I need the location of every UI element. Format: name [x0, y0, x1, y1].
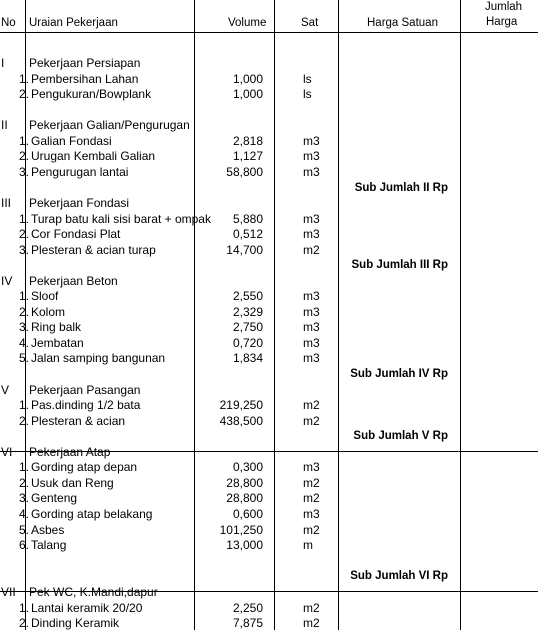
item-volume: 219,250 — [219, 398, 263, 412]
item-volume: 0,600 — [232, 507, 263, 521]
item-number: 2. — [18, 149, 29, 163]
item-description: Pembersihan Lahan — [31, 72, 139, 86]
section-number: VI — [1, 445, 13, 459]
item-description: Jembatan — [31, 336, 84, 350]
column-divider — [338, 0, 339, 630]
section-number: II — [1, 118, 8, 132]
header-jumlah: Jumlah — [485, 1, 523, 13]
item-volume: 2,250 — [232, 601, 263, 615]
item-number: 2. — [18, 414, 29, 428]
item-volume: 28,800 — [226, 491, 263, 505]
header-no: No — [1, 17, 16, 29]
section-title: Pekerjaan Atap — [29, 445, 111, 459]
item-unit: m2 — [303, 616, 320, 630]
item-unit: m3 — [303, 149, 320, 163]
item-number: 1. — [18, 134, 29, 148]
item-unit: m3 — [303, 460, 320, 474]
section-title: Pek WC, K.Mandi,dapur — [29, 585, 158, 599]
item-volume: 2,818 — [232, 134, 263, 148]
subtotal-label: Sub Jumlah II Rp — [354, 182, 448, 194]
item-number: 3. — [18, 491, 29, 505]
item-description: Cor Fondasi Plat — [31, 227, 121, 241]
item-unit: m2 — [303, 414, 320, 428]
column-divider — [194, 0, 195, 630]
item-description: Pengukuran/Bowplank — [31, 87, 152, 101]
item-number: 1. — [18, 460, 29, 474]
item-number: 4. — [18, 507, 29, 521]
item-unit: m2 — [303, 601, 320, 615]
item-number: 2. — [18, 476, 29, 490]
item-unit: ls — [303, 72, 312, 86]
item-description: Asbes — [31, 523, 65, 537]
item-unit: m2 — [303, 491, 320, 505]
section-title: Pekerjaan Fondasi — [29, 196, 130, 210]
item-number: 2. — [18, 305, 29, 319]
item-volume: 101,250 — [219, 523, 263, 537]
item-description: Lantai keramik 20/20 — [31, 601, 143, 615]
section-title: Pekerjaan Pasangan — [29, 383, 141, 397]
item-description: Plesteran & acian — [31, 414, 126, 428]
item-description: Sloof — [31, 289, 59, 303]
item-volume: 1,000 — [232, 87, 263, 101]
item-unit: m3 — [303, 351, 320, 365]
item-unit: m3 — [303, 320, 320, 334]
item-description: Plesteran & acian turap — [31, 243, 156, 257]
subtotal-label: Sub Jumlah III Rp — [351, 259, 448, 271]
item-number: 3. — [18, 243, 29, 257]
item-description: Galian Fondasi — [31, 134, 112, 148]
subtotal-label: Sub Jumlah V Rp — [353, 430, 448, 442]
item-unit: m3 — [303, 507, 320, 521]
item-volume: 0,512 — [232, 227, 263, 241]
item-number: 2. — [18, 227, 29, 241]
item-description: Talang — [31, 538, 67, 552]
item-unit: m2 — [303, 523, 320, 537]
section-number: III — [1, 196, 12, 210]
item-number: 5. — [18, 351, 29, 365]
item-description: Gording atap belakang — [31, 507, 153, 521]
item-description: Urugan Kembali Galian — [31, 149, 156, 163]
item-description: Dinding Keramik — [31, 616, 120, 630]
item-volume: 2,329 — [232, 305, 263, 319]
item-unit: m — [303, 538, 313, 552]
column-divider — [274, 0, 275, 630]
item-unit: m3 — [303, 227, 320, 241]
subtotal-label: Sub Jumlah VI Rp — [350, 570, 448, 582]
item-description: Kolom — [31, 305, 66, 319]
item-unit: m3 — [303, 289, 320, 303]
item-description: Usuk dan Reng — [31, 476, 114, 490]
item-unit: m3 — [303, 134, 320, 148]
item-number: 1. — [18, 601, 29, 615]
header-sat: Sat — [301, 17, 319, 29]
item-number: 2. — [18, 87, 29, 101]
item-unit: ls — [303, 87, 312, 101]
item-number: 2. — [18, 616, 29, 630]
item-volume: 2,550 — [232, 289, 263, 303]
item-description: Jalan samping bangunan — [31, 351, 166, 365]
column-divider — [460, 0, 461, 630]
section-number: IV — [1, 274, 13, 288]
section-number: VII — [1, 585, 16, 599]
item-number: 1. — [18, 289, 29, 303]
item-unit: m3 — [303, 336, 320, 350]
section-number: V — [1, 383, 10, 397]
item-volume: 0,300 — [232, 460, 263, 474]
item-unit: m3 — [303, 212, 320, 226]
section-number: I — [1, 56, 5, 70]
item-description: Gording atap depan — [31, 460, 138, 474]
header-divider — [0, 32, 538, 33]
item-volume: 58,800 — [226, 165, 263, 179]
item-number: 3. — [18, 165, 29, 179]
item-volume: 0,720 — [232, 336, 263, 350]
item-unit: m2 — [303, 243, 320, 257]
item-volume: 5,880 — [232, 212, 263, 226]
item-description: Pengurugan lantai — [31, 165, 129, 179]
section-title: Pekerjaan Persiapan — [29, 56, 141, 70]
item-number: 1. — [18, 212, 29, 226]
item-description: Pas.dinding 1/2 bata — [31, 398, 141, 412]
item-number: 4. — [18, 336, 29, 350]
item-volume: 7,875 — [232, 616, 263, 630]
item-volume: 1,127 — [232, 149, 263, 163]
item-number: 1. — [18, 72, 29, 86]
item-number: 3. — [18, 320, 29, 334]
item-number: 1. — [18, 398, 29, 412]
item-unit: m3 — [303, 165, 320, 179]
item-volume: 1,000 — [232, 72, 263, 86]
item-number: 6. — [18, 538, 29, 552]
item-unit: m3 — [303, 305, 320, 319]
item-volume: 438,500 — [219, 414, 263, 428]
item-number: 5. — [18, 523, 29, 537]
item-unit: m2 — [303, 476, 320, 490]
item-volume: 13,000 — [226, 538, 263, 552]
header-uraian: Uraian Pekerjaan — [29, 17, 118, 29]
item-description: Ring balk — [31, 320, 82, 334]
header-harga-satuan: Harga Satuan — [367, 17, 438, 29]
item-volume: 14,700 — [226, 243, 263, 257]
item-description: Genteng — [31, 491, 78, 505]
subtotal-label: Sub Jumlah IV Rp — [350, 368, 448, 380]
item-volume: 1,834 — [232, 351, 263, 365]
section-title: Pekerjaan Galian/Pengurugan — [29, 118, 190, 132]
item-unit: m2 — [303, 398, 320, 412]
item-volume: 2,750 — [232, 320, 263, 334]
item-volume: 28,800 — [226, 476, 263, 490]
header-harga: Harga — [486, 16, 518, 28]
section-title: Pekerjaan Beton — [29, 274, 118, 288]
item-description: Turap batu kali sisi barat + ompak — [31, 212, 211, 226]
header-volume: Volume — [228, 17, 267, 29]
